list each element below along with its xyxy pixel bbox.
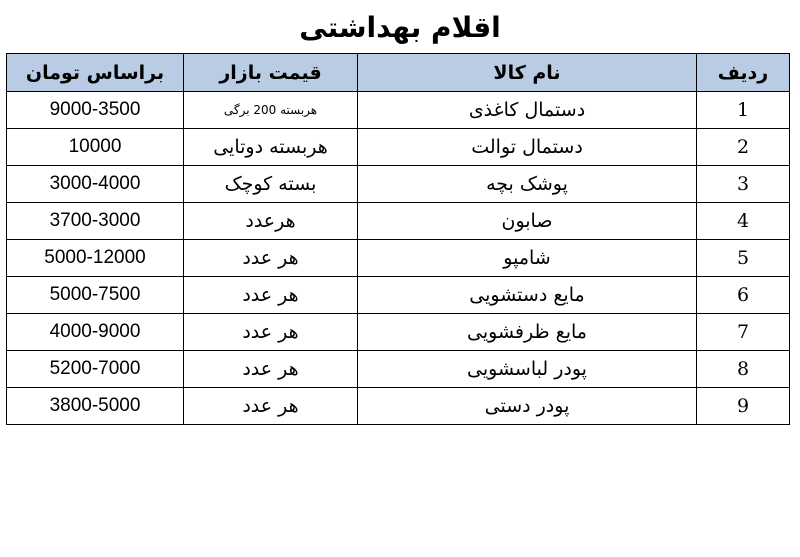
- row-index: 1: [697, 92, 790, 129]
- table-row: [7, 388, 790, 425]
- row-unit: هر عدد: [184, 314, 358, 351]
- row-price: 5000-12000: [7, 240, 184, 277]
- row-index: 8: [697, 351, 790, 388]
- row-price: 3800-5000: [7, 388, 184, 425]
- header-unit: قیمت بازار: [184, 54, 358, 92]
- row-index: 9: [697, 388, 790, 425]
- row-unit: هر عدد: [184, 351, 358, 388]
- table-row: [7, 92, 790, 129]
- row-index: 6: [697, 277, 790, 314]
- row-price: 9000-3500: [7, 92, 184, 129]
- row-unit: هرعدد: [184, 203, 358, 240]
- row-unit: بسته کوچک: [184, 166, 358, 203]
- table-row: [7, 277, 790, 314]
- header-price: براساس تومان: [7, 54, 184, 92]
- row-price: 10000: [7, 129, 184, 166]
- header-name: نام کالا: [358, 54, 697, 92]
- row-name: مایع ظرفشویی: [358, 314, 697, 351]
- table-row: [7, 351, 790, 388]
- table-row: [7, 240, 790, 277]
- table-row: [7, 314, 790, 351]
- table-row: [7, 166, 790, 203]
- header-row: [7, 54, 790, 92]
- row-name: دستمال کاغذی: [358, 92, 697, 129]
- row-index: 2: [697, 129, 790, 166]
- row-index: 3: [697, 166, 790, 203]
- row-index: 5: [697, 240, 790, 277]
- row-unit: هربسته 200 برگی: [184, 92, 358, 129]
- page-title: اقلام بهداشتی: [299, 11, 501, 44]
- row-name: شامپو: [358, 240, 697, 277]
- row-unit: هر عدد: [184, 240, 358, 277]
- row-name: پوشک بچه: [358, 166, 697, 203]
- row-name: پودر لباسشویی: [358, 351, 697, 388]
- row-price: 4000-9000: [7, 314, 184, 351]
- row-unit: هر عدد: [184, 388, 358, 425]
- row-index: 4: [697, 203, 790, 240]
- row-price: 5200-7000: [7, 351, 184, 388]
- row-price: 3700-3000: [7, 203, 184, 240]
- row-name: مایع دستشویی: [358, 277, 697, 314]
- row-name: پودر دستی: [358, 388, 697, 425]
- row-price: 3000-4000: [7, 166, 184, 203]
- header-index: ردیف: [697, 54, 790, 92]
- row-name: دستمال توالت: [358, 129, 697, 166]
- row-unit: هربسته دوتایی: [184, 129, 358, 166]
- row-name: صابون: [358, 203, 697, 240]
- table-row: [7, 203, 790, 240]
- row-price: 5000-7500: [7, 277, 184, 314]
- row-index: 7: [697, 314, 790, 351]
- table-row: [7, 129, 790, 166]
- items-table: [6, 53, 790, 425]
- row-unit: هر عدد: [184, 277, 358, 314]
